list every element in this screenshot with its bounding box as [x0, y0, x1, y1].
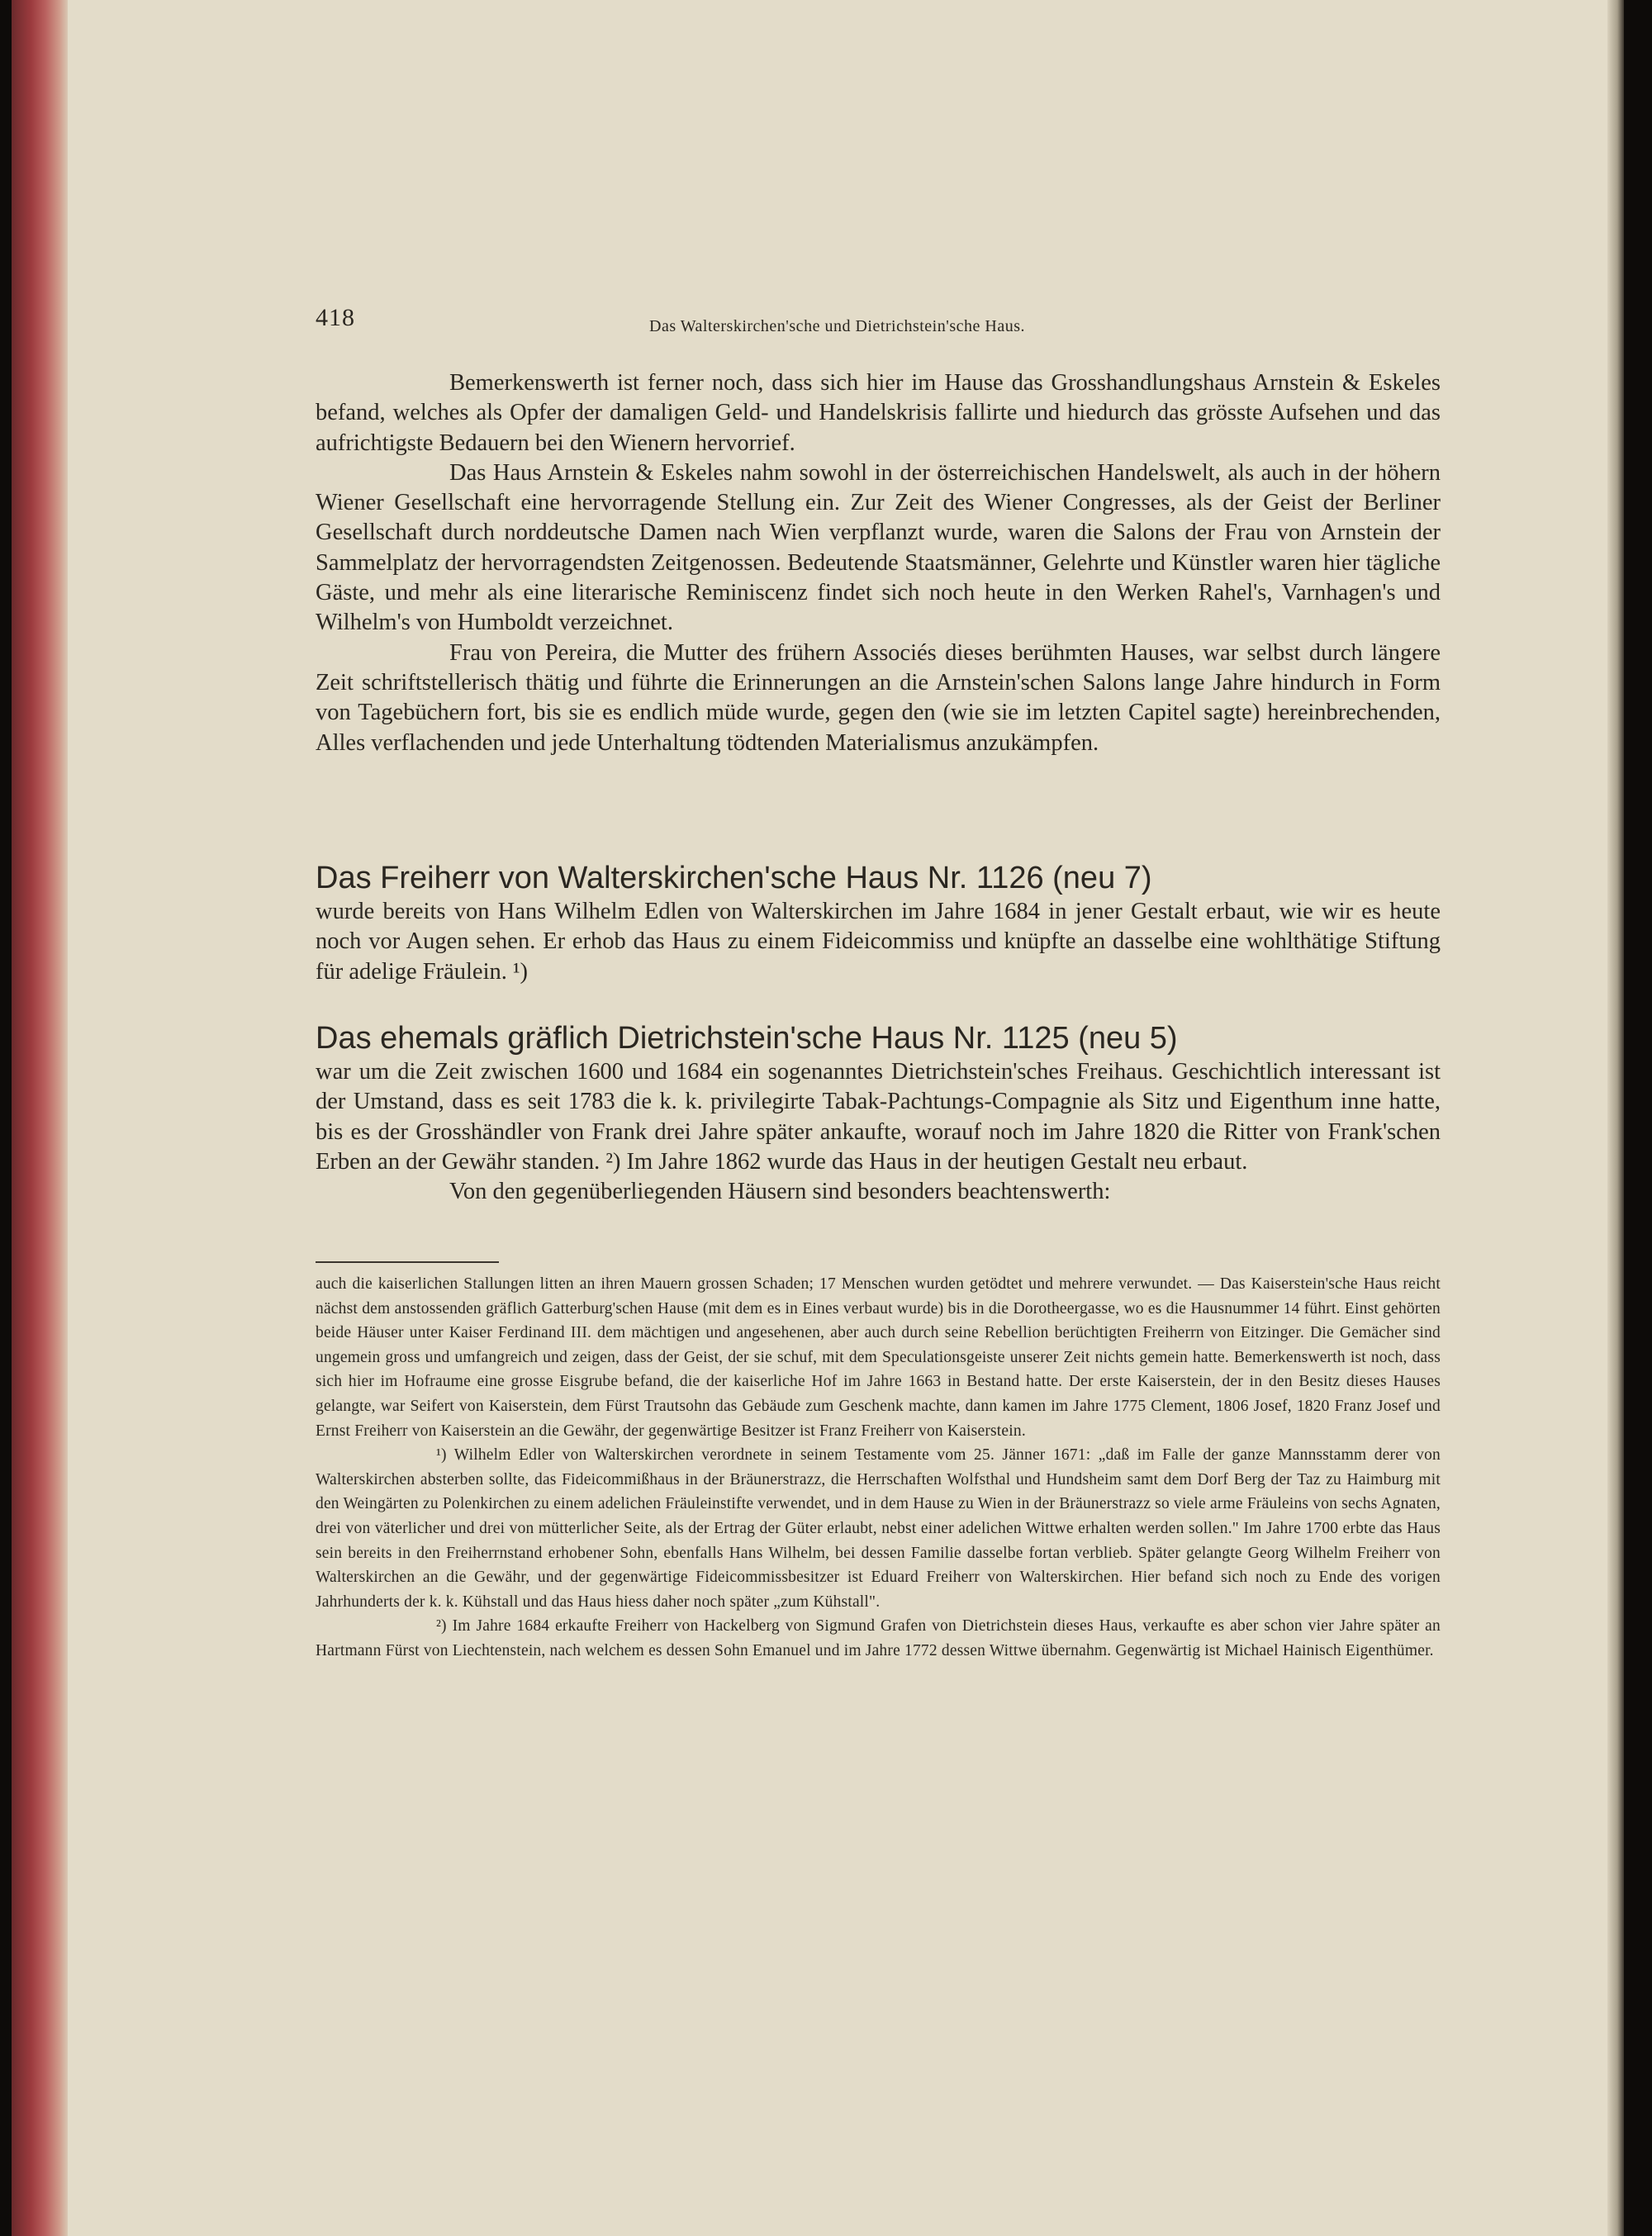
- running-title: Das Walterskirchen'sche und Dietrichstein'sche Haus.: [649, 317, 1025, 335]
- running-head: [316, 304, 1142, 340]
- footnotes: [316, 1272, 1441, 1664]
- page-number: 418: [316, 304, 355, 331]
- section-walterskirchen: [316, 859, 1441, 987]
- paragraph-2: Das Haus Arnstein & Eskeles nahm sowohl in der österreichischen Handelswelt, als auch in der höhern Wiener Gesellschaft eine hervorragende Stellung ein. Zur Zeit des Wiener Congresses, als der Geist der Berliner Gesellschaft durch norddeutsche Damen nach Wien verpflanzt wurde, waren die Salons der Frau von Arnstein der Sammelplatz der hervorragendsten Zeitgenossen. Bedeutende Staatsmänner, Gelehrte und Künstler waren hier tägliche Gäste, und mehr als eine literarische Reminiscenz findet sich noch heute in den Werken Rahel's, Varnhagen's und Wilhelm's von Humboldt verzeichnet.: [316, 459, 1441, 636]
- paragraph-3: Frau von Pereira, die Mutter des frühern Associés dieses berühmten Hauses, war selbst durch längere Zeit schriftstellerisch thätig und führte die Erinnerungen an die Arnstein'schen Salons lange Jahre hindurch in Form von Tagebüchern fort, bis sie es endlich müde wurde, gegen den (wie sie im letzten Capitel sagte) hereinbrechenden, Alles verflachenden und jede Unterhaltung tödtenden Materialismus anzukämpfen.: [316, 639, 1441, 756]
- footnote-2: ²) Im Jahre 1684 erkaufte Freiherr von Hackelberg von Sigmund Grafen von Dietrichstein dieses Haus, verkaufte es aber schon vier Jahre später an Hartmann Fürst von Liechtenstein, nach welchem es dessen Sohn Emanuel und im Jahre 1772 dessen Wittwe übernahm. Gegenwärtig ist Michael Hainisch Eigenthümer.: [316, 1617, 1441, 1659]
- paragraph-1: Bemerkenswerth ist ferner noch, dass sich hier im Hause das Grosshandlungshaus Arnstein & Eskeles befand, welches als Opfer der damaligen Geld- und Handelskrisis fallirte und hiedurch das grösste Aufsehen und das aufrichtigste Bedauern bei den Wienern hervorrief.: [316, 370, 1441, 456]
- section-closing-line: Von den gegenüberliegenden Häusern sind besonders beachtenswerth:: [449, 1179, 1111, 1205]
- section-heading-dietrichstein: Das ehemals gräflich Dietrichstein'sche Haus Nr. 1125 (neu 5): [316, 1021, 1178, 1056]
- section-text-walterskirchen: wurde bereits von Hans Wilhelm Edlen von Walterskirchen im Jahre 1684 in jener Gestalt erbaut, wie wir es heute noch vor Augen sehen. Er erhob das Haus zu einem Fideicommiss und knüpfte an dasselbe eine wohlthätige Stiftung für adelige Fräulein. ¹): [316, 899, 1441, 985]
- intro-text: [316, 368, 1441, 758]
- section-heading-walterskirchen: Das Freiherr von Walterskirchen'sche Haus Nr. 1126 (neu 7): [316, 861, 1152, 895]
- footnote-rule: [316, 1261, 499, 1263]
- footnote-continued: auch die kaiserlichen Stallungen litten an ihren Mauern grossen Schaden; 17 Menschen wurden getödtet und mehrere verwundet. — Das Kaiserstein'sche Haus reicht nächst dem anstossenden gräflich Gatterburg'schen Hause (mit dem es in Eines verbaut wurde) bis in die Dorotheergasse, wo es die Hausnummer 14 führt. Einst gehörten beide Häuser unter Kaiser Ferdinand III. dem mächtigen und angesehenen, aber auch durch seine Rebellion berüchtigten Freiherrn von Eitzinger. Die Gemächer sind ungemein gross und umfangreich und zeigen, dass der Geist, der sie schuf, mit dem Speculationsgeiste unserer Zeit nichts gemein hatte. Bemerkenswerth ist noch, dass sich hier im Hofraume eine grosse Eisgrube befand, die der kaiserliche Hof im Jahre 1663 in Bestand hatte. Der erste Kaiserstein, der in den Besitz dieses Hauses gelangte, war Seifert von Kaiserstein, dem Fürst Trautsohn das Gebäude zum Geschenk machte, dann kamen im Jahre 1775 Clement, 1806 Josef, 1820 Franz Josef und Ernst Freiherr von Kaiserstein an die Gewähr, der gegenwärtige Besitzer ist Franz Freiherr von Kaiserstein.: [316, 1275, 1441, 1440]
- red-binding-edge: [12, 0, 68, 2236]
- section-text-dietrichstein: war um die Zeit zwischen 1600 und 1684 ein sogenanntes Dietrichstein'sches Freihaus. Geschichtlich interessant ist der Umstand, dass es seit 1783 die k. k. privilegirte Tabak-Pachtungs-Compagnie als Sitz und Eigenthum inne hatte, bis es der Grosshändler von Frank drei Jahre später ankaufte, worauf noch im Jahre 1820 die Ritter von Frank'schen Erben an der Gewähr standen. ²) Im Jahre 1862 wurde das Haus in der heutigen Gestalt neu erbaut.: [316, 1059, 1441, 1175]
- section-dietrichstein: [316, 1019, 1441, 1207]
- footnote-1: ¹) Wilhelm Edler von Walterskirchen verordnete in seinem Testamente vom 25. Jänner 1671: „daß im Falle der ganze Mannsstamm derer von Walterskirchen absterben sollte, das Fideicommißhaus in der Bräunerstrazz, die Herrschaften Wolfsthal und Hundsheim samt dem Dorf Berg der Taz zu Haimburg mit den Weingärten zu Polenkirchen zu einem adelichen Fräuleinstifte verwendet, und in dem Hause zu Wien in der Bräunerstrazz so viele arme Fräuleins von sechs Agnaten, drei von väterlicher und drei von mütterlicher Seite, als der Ertrag der Güter erlaubt, nebst einer adelichen Wittwe erhalten werden sollen." Im Jahre 1700 erbte das Haus sein bereits in den Freiherrnstand erhobener Sohn, ebenfalls Hans Wilhelm, bei dessen Familie dasselbe fortan verblieb. Später gelangte Georg Wilhelm Freiherr von Walterskirchen an die Gewähr, und der gegenwärtige Fideicommissbesitzer ist Eduard Freiherr von Walterskirchen. Hier befand sich noch zu Ende des vorigen Jahrhunderts der k. k. Kühstall und das Haus hiess daher noch später „zum Kühstall".: [316, 1446, 1441, 1611]
- page-edge-shadow: [1607, 0, 1624, 2236]
